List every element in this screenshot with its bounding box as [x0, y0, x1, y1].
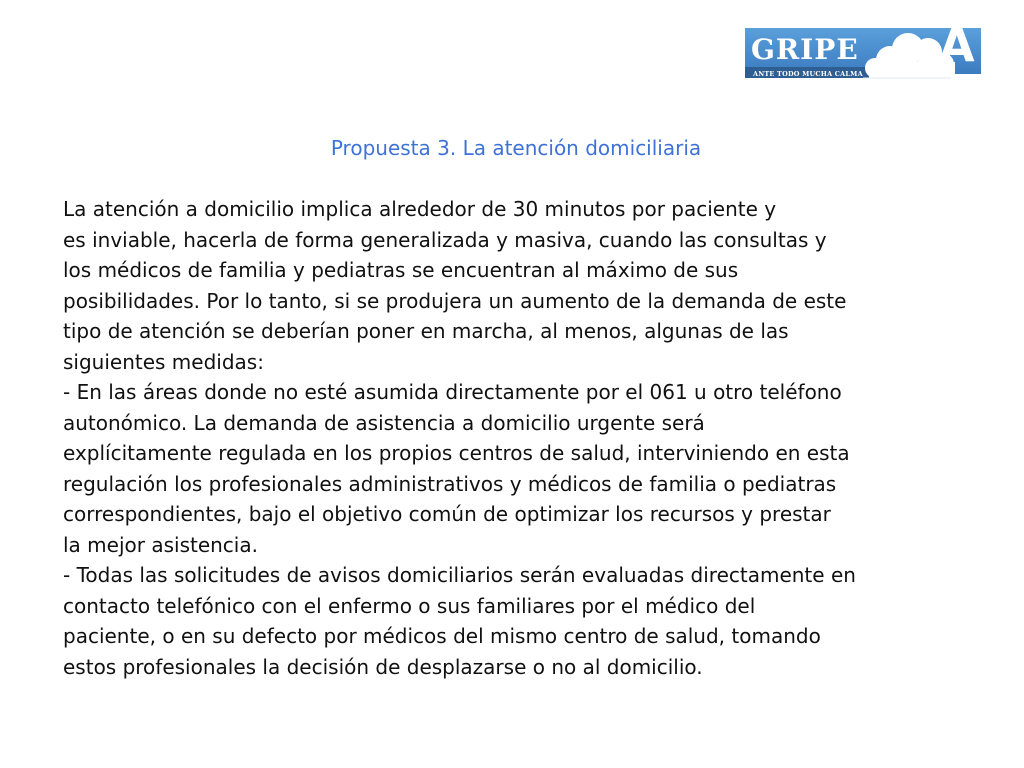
body-line: posibilidades. Por lo tanto, si se produjera un aumento de la demanda de este: [63, 288, 847, 313]
logo-tagline: ANTE TODO MUCHA CALMA: [753, 70, 863, 78]
logo-letter: A: [939, 18, 975, 72]
body-line: tipo de atención se deberían poner en marcha, al menos, algunas de las: [63, 319, 789, 343]
body-line: correspondientes, bajo el objetivo común de optimizar los recursos y prestar: [63, 502, 831, 526]
logo-name: GRIPE: [751, 33, 859, 66]
body-line: la mejor asistencia.: [63, 532, 258, 557]
slide-body: [63, 194, 983, 682]
body-line: - Todas las solicitudes de avisos domiciliarios serán evaluadas directamente en: [63, 563, 856, 587]
body-line: paciente, o en su defecto por médicos del mismo centro de salud, tomando: [63, 624, 821, 648]
body-line: contacto telefónico con el enfermo o sus familiares por el médico del: [63, 593, 756, 618]
body-line: es inviable, hacerla de forma generalizada y masiva, cuando las consultas y: [63, 227, 827, 252]
body-line: autonómico. La demanda de asistencia a domicilio urgente será: [63, 410, 705, 435]
body-line: siguientes medidas:: [63, 349, 264, 374]
slide-title: Propuesta 3. La atención domiciliaria: [330, 136, 702, 160]
body-line: estos profesionales la decisión de desplazarse o no al domicilio.: [63, 654, 703, 679]
body-line: los médicos de familia y pediatras se encuentran al máximo de sus: [63, 258, 739, 282]
body-line: - En las áreas donde no esté asumida directamente por el 061 u otro teléfono: [63, 380, 842, 404]
gripe-a-logo: [745, 18, 981, 82]
body-line: explícitamente regulada en los propios centros de salud, interviniendo en esta: [63, 441, 850, 465]
body-line: regulación los profesionales administrativos y médicos de familia o pediatras: [63, 471, 837, 496]
body-line: La atención a domicilio implica alrededor de 30 minutos por paciente y: [63, 197, 777, 221]
